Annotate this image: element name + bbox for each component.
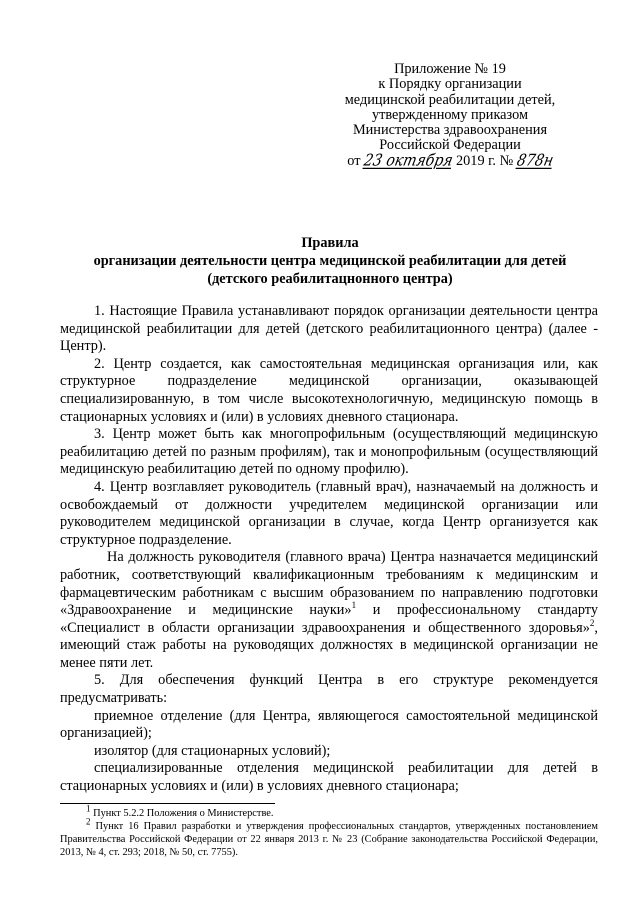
- appendix-line: утвержденному приказом: [371, 106, 529, 123]
- appendix-line: медицинской реабилитации детей,: [344, 91, 556, 108]
- list-item-isolator: изолятор (для стационарных условий);: [94, 742, 331, 759]
- list-item-reception: приемное отделение (для Центра, являющегося самостоятельной медицинской организацией);: [60, 707, 598, 742]
- footnote-mark: 2: [86, 816, 91, 827]
- title-subheading: организации деятельности центра медицинской реабилитации для детей: [93, 253, 567, 269]
- footnotes: [60, 803, 598, 859]
- list-item-specialized-departments: специализированные отделения медицинской реабилитации для детей в стационарных условиях и (или) в условиях дневного стационара;: [60, 760, 598, 795]
- appendix-line: к Порядку организации: [378, 76, 522, 93]
- document-title: [60, 234, 600, 288]
- paragraph-text: На должность руководителя (главного врача) Центра назначается медицинский работник, соответствующий квалификационным требованиям к медицинским и фармацевтическим работникам с высшим образованием по направлению подготовки «Здравоохранение и медицинские науки»: [60, 549, 598, 619]
- paragraph-4: 4. Центр возглавляет руководитель (главный врач), назначаемый на должность и освобождаемый от должности учредителем медицинской организации или руководителем медицинской организации в случае, когда Центр организуется как структурное подразделение.: [60, 478, 598, 548]
- paragraph-2: 2. Центр создается, как самостоятельная медицинская организация или, как структурное подразделение медицинской организации, оказывающей специализированную, в том числе высокотехнологичную, медицинскую помощь в стационарных условиях и (или) в условиях дневного стационара.: [60, 355, 598, 425]
- paragraph-text: и профессиональному стандарту «Специалист в области организации здравоохранения и общественного здоровья»: [60, 602, 598, 636]
- footnote-1: [60, 803, 598, 820]
- title-heading: Правила: [301, 235, 359, 251]
- footnote-text: Пункт 5.2.2 Положения о Министерстве.: [90, 808, 274, 819]
- paragraph-1: 1. Настоящие Правила устанавливают порядок организации деятельности центра медицинской реабилитации для детей (детского реабилитационного центра) (далее - Центр).: [60, 303, 598, 355]
- footnote-divider: [60, 803, 275, 804]
- paragraph-text: , имеющий стаж работы на руководящих должностях в медицинской организации не менее пяти лет.: [60, 619, 598, 671]
- footnote-text: Пункт 16 Правил разработки и утверждения профессиональных стандартов, утвержденных постановлением Правительства Российской Федерации от 22 января 2013 г. № 23 (Собрание законодательства Российской Федерации, 2013, № 4, ст. 293; 2018, № 50, ст. 7755).: [60, 821, 598, 858]
- appendix-line: Министерства здравоохранения: [352, 122, 548, 139]
- appendix-line: Российской Федерации: [379, 137, 521, 154]
- footnote-ref-2: 2: [589, 617, 595, 628]
- title-subheading: (детского реабилитацнонного центра): [207, 271, 453, 287]
- order-prefix: от: [347, 152, 361, 169]
- order-reference: [330, 151, 570, 170]
- footnote-mark: 1: [86, 803, 91, 814]
- footnote-2: [60, 816, 598, 859]
- paragraph-5: 5. Для обеспечения функций Центра в его структуре рекомендуется предусматривать:: [60, 672, 598, 707]
- paragraph-3: 3. Центр может быть как многопрофильным (осуществляющий медицинскую реабилитацию детей по разным профилям), так и монопрофильным (осуществляющий медицинскую реабилитацию детей по одному профилю).: [60, 426, 598, 478]
- handwritten-order-number: 878н: [514, 151, 555, 170]
- footnote-ref-1: 1: [351, 600, 357, 611]
- appendix-header: [330, 62, 570, 169]
- appendix-number: Приложение № 19: [394, 61, 506, 77]
- order-year: 2019 г. №: [456, 152, 514, 169]
- document-body: [60, 303, 598, 796]
- paragraph-head-requirements: [60, 549, 598, 672]
- handwritten-order-date: 23 октября: [362, 151, 455, 170]
